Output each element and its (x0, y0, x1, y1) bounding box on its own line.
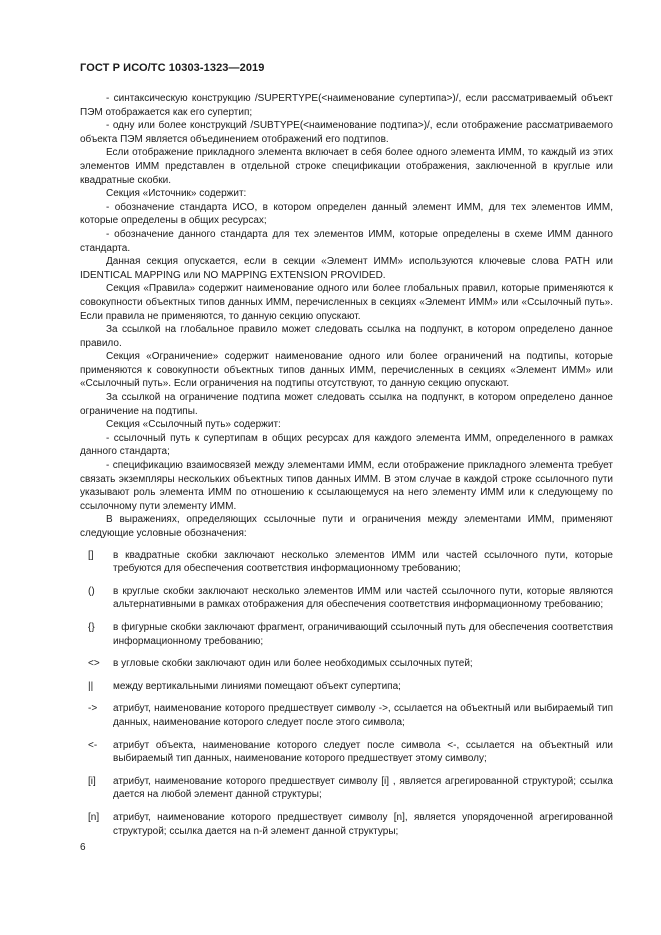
notation-symbol: {} (88, 621, 95, 633)
notation-item (80, 739, 613, 766)
paragraph: В выражениях, определяющих ссылочные пути и ограничения между элементами ИММ, применяют следующие условные обозначения: (80, 514, 613, 539)
paragraph: Секция «Ссылочный путь» содержит: (106, 419, 281, 431)
notation-list (80, 549, 613, 839)
notation-symbol: () (88, 585, 95, 597)
notation-symbol: [] (88, 549, 94, 561)
notation-description: атрибут, наименование которого предшествует символу [i] , является агрегированной структурой; ссылка дается на любой элемент данной структуры; (113, 775, 613, 801)
paragraph: Если отображение прикладного элемента включает в себя более одного элемента ИММ, то каждый из этих элементов ИММ представлен в отдельной строке спецификации отображения, заключенной в круглые или квадратные скобки. (80, 147, 613, 186)
notation-description: в круглые скобки заключают несколько элементов ИММ или частей ссылочного пути, которые являются альтернативными в рамках отображения для обеспечения соответствия информационному требованию; (113, 585, 613, 611)
notation-item (80, 702, 613, 729)
notation-description: в квадратные скобки заключают несколько элементов ИММ или частей ссылочного пути, которые требуются для обеспечения соответствия информационному требованию; (113, 549, 613, 575)
paragraph: - обозначение данного стандарта для тех элементов ИММ, которые определены в схеме ИММ данного стандарта. (80, 228, 613, 254)
paragraph: - синтаксическую конструкцию /SUPERTYPE(<наименование супертипа>)/, если рассматриваемый объект ПЭМ отображается как его супертип; (80, 93, 613, 118)
notation-description: атрибут, наименование которого предшествует символу [n], является упорядоченной агрегированной структурой; ссылка дается на n-й элемент данной структуры; (113, 811, 613, 837)
paragraph: Секция «Ограничение» содержит наименование одного или более ограничений на подтипы, которые применяются к совокупности объектных типов данных ИММ, перечисленных в секциях «Элемент ИММ» или «Ссылочный путь». Если ограничения на подтипы отсутствуют, то данную секцию опускают. (80, 351, 613, 390)
notation-symbol: <- (88, 739, 98, 751)
notation-item (80, 680, 613, 694)
paragraph: - обозначение стандарта ИСО, в котором определен данный элемент ИММ, для тех элементов ИММ, которые определены в общих ресурсах; (80, 201, 613, 227)
paragraph: За ссылкой на ограничение подтипа может следовать ссылка на подпункт, в котором определено данное ограничение на подтипы. (80, 392, 613, 417)
notation-item (80, 621, 613, 648)
notation-description: в фигурные скобки заключают фрагмент, ограничивающий ссылочный путь для обеспечения соответствия информационному требованию; (113, 621, 613, 647)
notation-symbol: [i] (88, 775, 96, 787)
paragraph: Секция «Источник» содержит: (106, 188, 247, 200)
paragraph: - спецификацию взаимосвязей между элементами ИММ, если отображение прикладного элемента требует связать экземпляры нескольких объектных типов данных ИММ. В этом случае в каждой строке ссылочного пути указывают роль элемента ИММ по отношению к ссылающемуся на него элементу ИММ или к следующему по ссылочному пути элементу ИММ. (80, 460, 613, 512)
paragraph: - одну или более конструкций /SUBTYPE(<наименование подтипа>)/, если отображение рассматриваемого объекта ПЭМ является объединением отображений его подтипов. (80, 120, 613, 145)
notation-symbol: [n] (88, 811, 100, 823)
page-number: 6 (80, 842, 86, 853)
notation-item (80, 657, 613, 671)
notation-description: атрибут объекта, наименование которого следует после символа <-, ссылается на объектный или выбираемый тип данных, наименование которого предшествует этому символу; (113, 739, 613, 765)
paragraph: - ссылочный путь к супертипам в общих ресурсах для каждого элемента ИММ, определенного в рамках данного стандарта; (80, 432, 613, 458)
paragraph: Секция «Правила» содержит наименование одного или более глобальных правил, которые применяются к совокупности объектных типов данных ИММ, перечисленных в секциях «Элемент ИММ» или «Ссылочный путь». Если правила не применяются, то данную секцию опускают. (80, 283, 613, 322)
paragraph: Данная секция опускается, если в секции «Элемент ИММ» используются ключевые слова PATH или IDENTICAL MAPPING или NO MAPPING EXTENSION PROVIDED. (80, 256, 613, 281)
paragraph: За ссылкой на глобальное правило может следовать ссылка на подпункт, в котором определено данное правило. (80, 324, 613, 349)
document-body (80, 92, 613, 847)
notation-item (80, 775, 613, 802)
document-header: ГОСТ Р ИСО/ТС 10303-1323—2019 (80, 62, 265, 74)
notation-symbol: || (88, 680, 94, 692)
notation-description: атрибут, наименование которого предшествует символу ->, ссылается на объектный или выбираемый тип данных, наименование которого следует после этого символа; (113, 703, 613, 728)
notation-item (80, 585, 613, 612)
notation-item (80, 811, 613, 838)
notation-item (80, 549, 613, 576)
notation-description: между вертикальными линиями помещают объект супертипа; (113, 680, 401, 692)
notation-symbol: <> (88, 658, 100, 670)
notation-description: в угловые скобки заключают один или более необходимых ссылочных путей; (113, 658, 473, 670)
notation-symbol: -> (88, 703, 98, 715)
